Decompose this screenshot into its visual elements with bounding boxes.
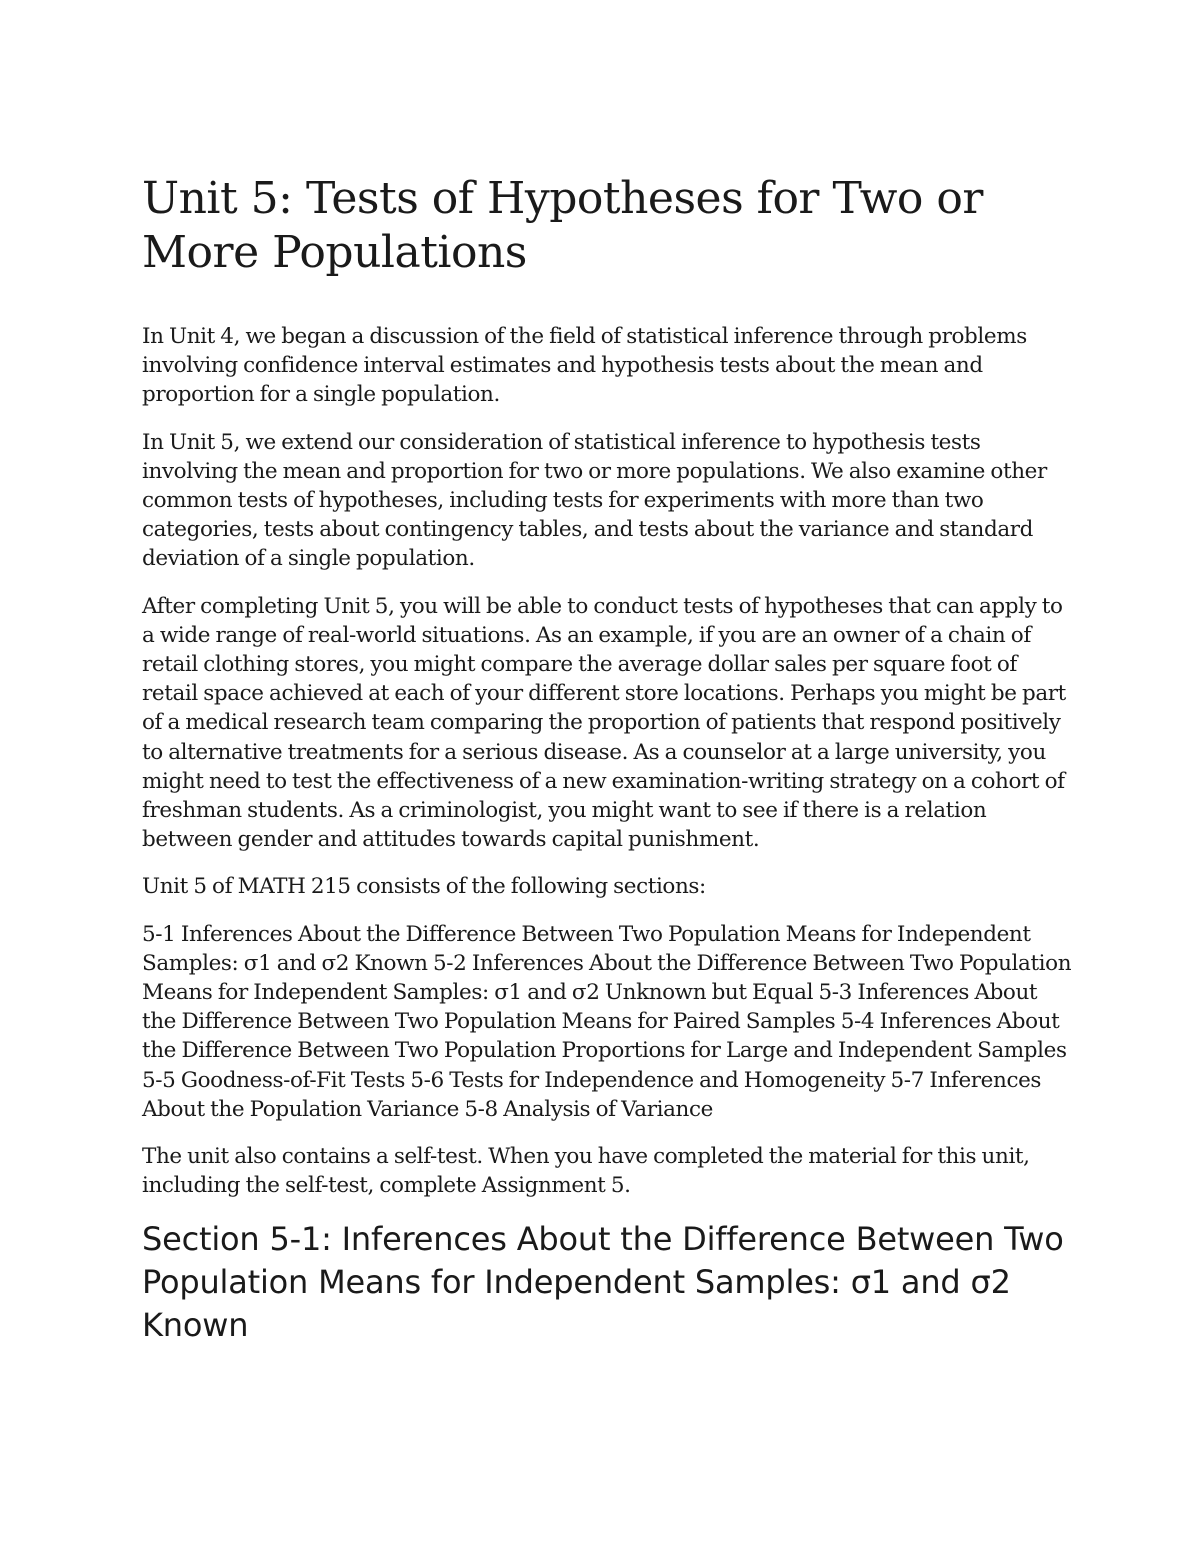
- self-test-paragraph: The unit also contains a self-test. When you have completed the material for this unit, including the self-test, complete Assignment 5.: [142, 1144, 1030, 1199]
- intro-paragraph: In Unit 4, we began a discussion of the field of statistical inference through problems involving confidence interval estimates and hypothesis tests about the mean and proportion for a single population.: [142, 324, 1027, 408]
- sections-list-paragraph: 5-1 Inferences About the Difference Between Two Population Means for Independent Samples: σ1 and σ2 Known 5-2 Inferences About the Difference Between Two Population Means for Independent Samples: σ1 and σ2 Unknown but Equal 5-3 Inferences About the Difference Between Two Population Means for Paired Samples 5-4 Inferences About the Difference Between Two Population Proportions for Large and Independent Samples 5-5 Goodness-of-Fit Tests 5-6 Tests for Independence and Homogeneity 5-7 Inferences About the Population Variance 5-8 Analysis of Variance: [142, 921, 1072, 1122]
- section-heading: Section 5-1: Inferences About the Difference Between Two Population Means for Independent Samples: σ1 and σ2 Known: [142, 1220, 1064, 1345]
- document-title: Unit 5: Tests of Hypotheses for Two or More Populations: [142, 173, 983, 278]
- unit-scope-paragraph: In Unit 5, we extend our consideration of statistical inference to hypothesis tests involving the mean and proportion for two or more populations. We also examine other common tests of hypotheses, including tests for experiments with more than two categories, tests about contingency tables, and tests about the variance and standard deviation of a single population.: [142, 429, 1047, 572]
- outcomes-paragraph: After completing Unit 5, you will be able to conduct tests of hypotheses that can apply to a wide range of real-world situations. As an example, if you are an owner of a chain of retail clothing stores, you might compare the average dollar sales per square foot of retail space achieved at each of your different store locations. Perhaps you might be part of a medical research team comparing the proportion of patients that respond positively to alternative treatments for a serious disease. As a counselor at a large university, you might need to test the effectiveness of a new examination-writing strategy on a cohort of freshman students. As a criminologist, you might want to see if there is a relation between gender and attitudes towards capital punishment.: [142, 593, 1066, 853]
- document-page: [142, 172, 1072, 1347]
- sections-intro-paragraph: Unit 5 of MATH 215 consists of the following sections:: [142, 874, 706, 900]
